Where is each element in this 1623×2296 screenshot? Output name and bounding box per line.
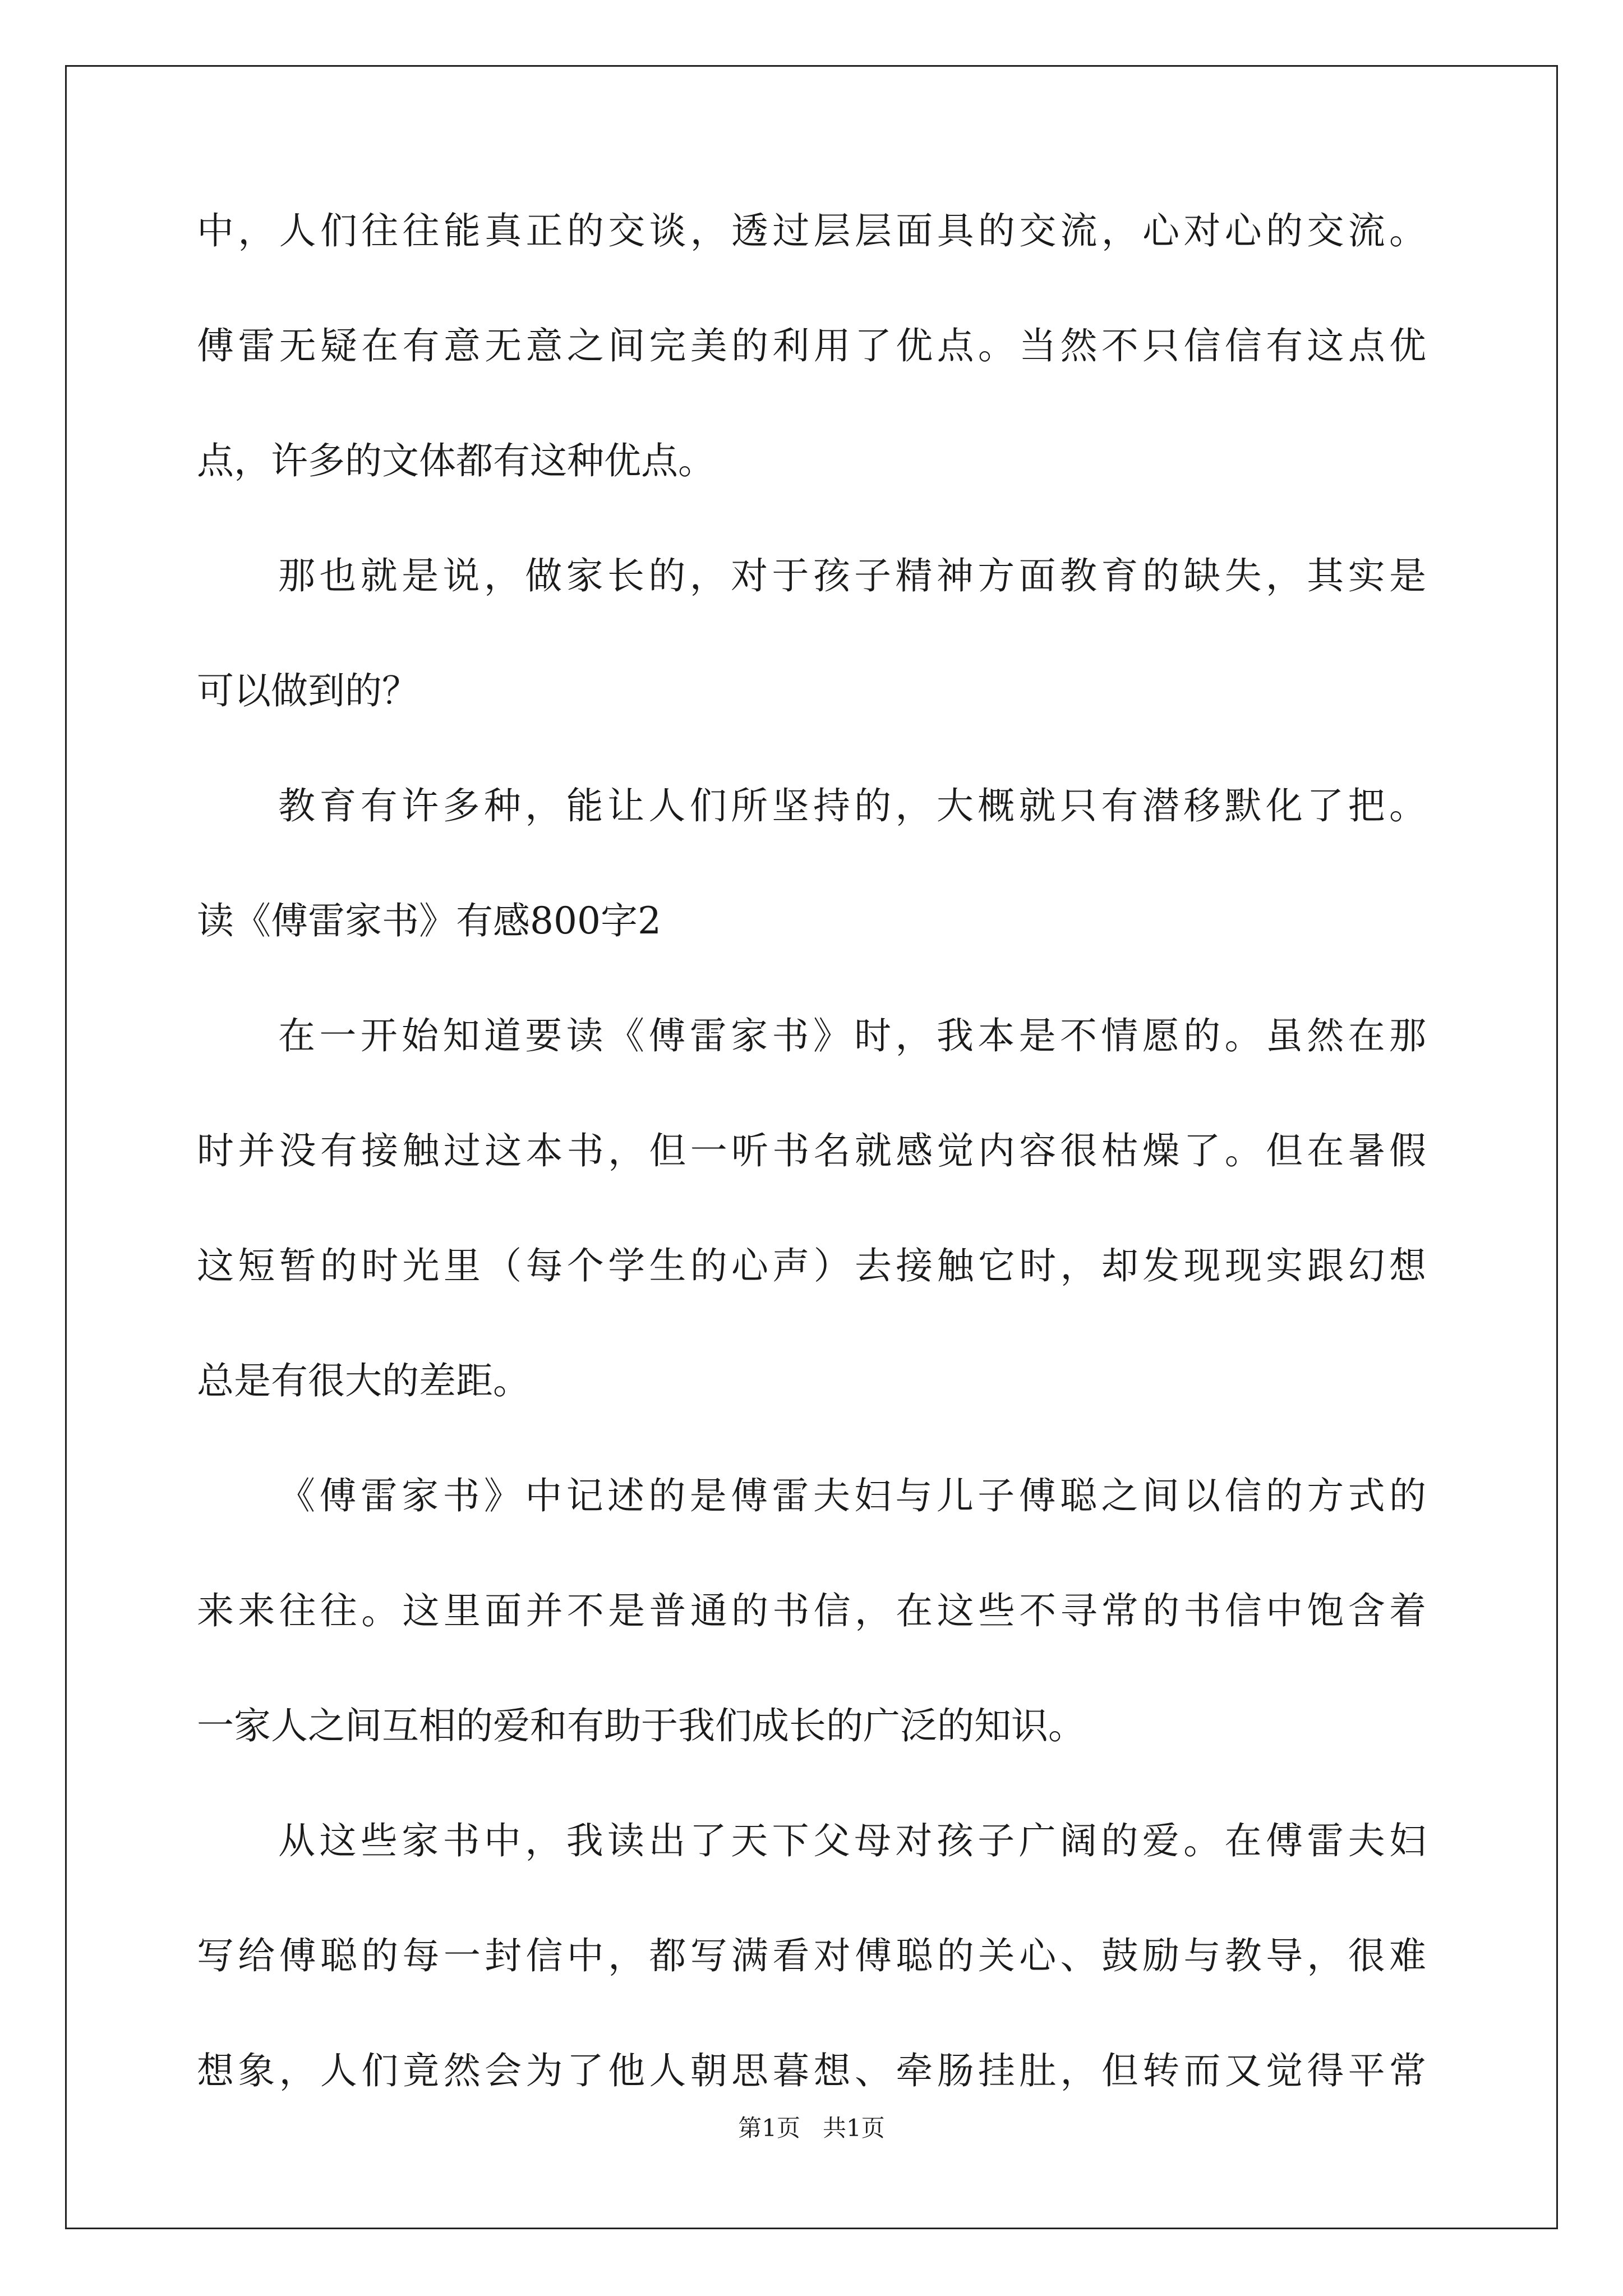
text-line: 点，许多的文体都有这种优点。: [197, 439, 715, 482]
text-line: 时并没有接触过这本书，但一听书名就感觉内容很枯燥了。但在暑假: [197, 1129, 1426, 1172]
text-line: 写给傅聪的每一封信中，都写满看对傅聪的关心、鼓励与教导，很难: [197, 1934, 1426, 1977]
text-line: 一家人之间互相的爱和有助于我们成长的广泛的知识。: [197, 1704, 1085, 1747]
text-line: 总是有很大的差距。: [197, 1359, 530, 1402]
text-line: 那也就是说，做家长的，对于孩子精神方面教育的缺失，其实是: [278, 554, 1426, 597]
text-line: 教育有许多种，能让人们所坚持的，大概就只有潜移默化了把。: [278, 784, 1426, 827]
text-line: 这短暂的时光里（每个学生的心声）去接触它时，却发现现实跟幻想: [197, 1244, 1426, 1287]
text-line: 想象，人们竟然会为了他人朝思暮想、牵肠挂肚，但转而又觉得平常: [197, 2049, 1426, 2092]
page-footer: [0, 2111, 1623, 2145]
page-number-label: 第1页 共1页: [738, 2114, 885, 2142]
text-line: 在一开始知道要读《傅雷家书》时，我本是不情愿的。虽然在那: [278, 1014, 1426, 1057]
text-line: 来来往往。这里面并不是普通的书信，在这些不寻常的书信中饱含着: [197, 1589, 1426, 1632]
text-line: 傅雷无疑在有意无意之间完美的利用了优点。当然不只信信有这点优: [197, 324, 1426, 367]
text-line: 中，人们往往能真正的交谈，透过层层面具的交流，心对心的交流。: [197, 209, 1426, 252]
text-line: 可以做到的？: [197, 669, 419, 712]
section-heading: 读《傅雷家书》有感800字2: [197, 899, 661, 942]
text-line: 从这些家书中，我读出了天下父母对孩子广阔的爱。在傅雷夫妇: [278, 1819, 1426, 1862]
text-line: 《傅雷家书》中记述的是傅雷夫妇与儿子傅聪之间以信的方式的: [278, 1474, 1426, 1517]
